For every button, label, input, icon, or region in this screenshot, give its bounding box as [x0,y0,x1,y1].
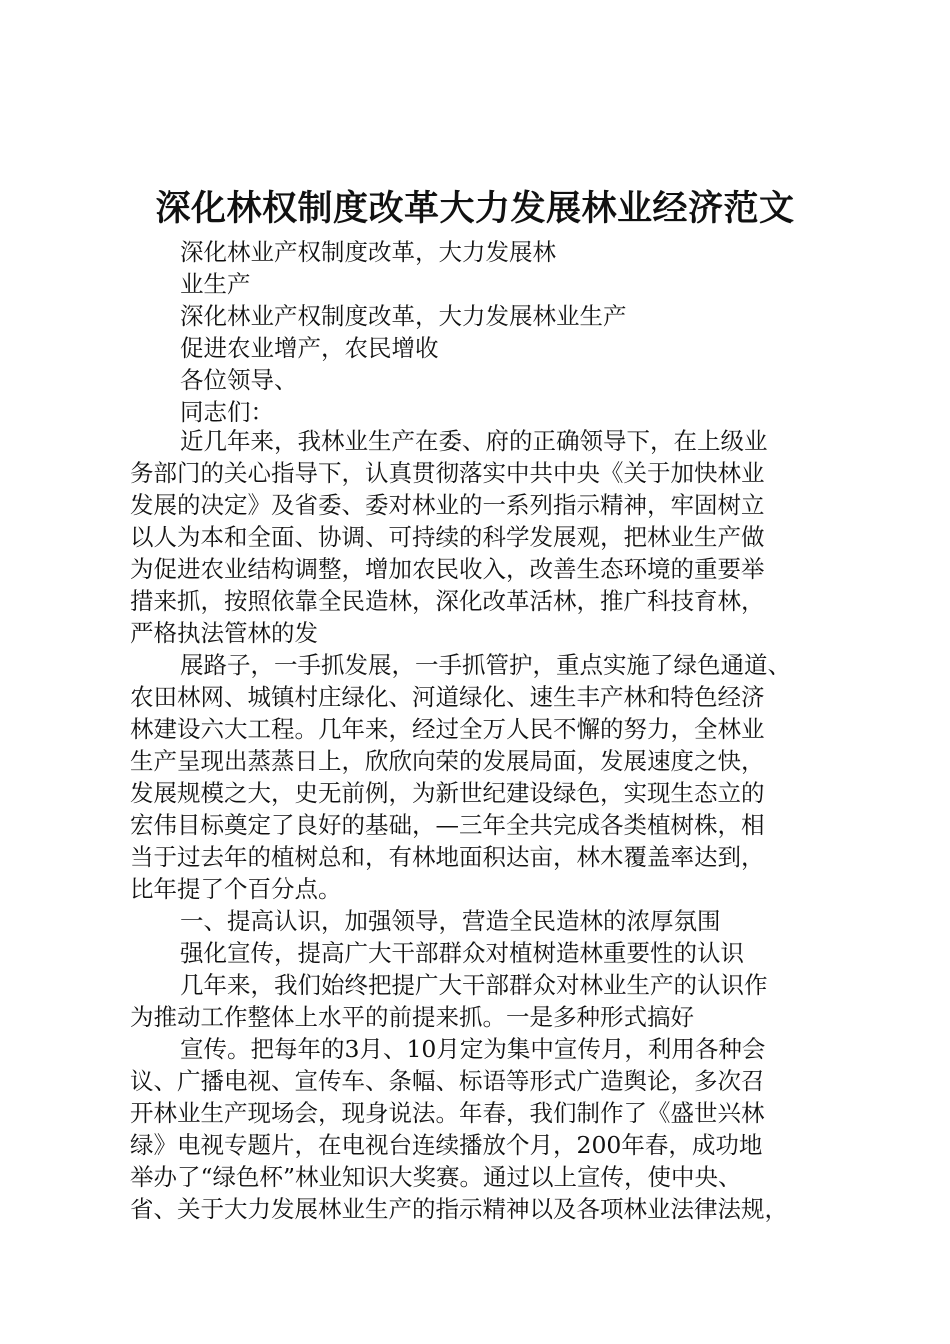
paragraph-line: 业生产 [180,270,251,298]
paragraph-line: 深化林业产权制度改革，大力发展林 [180,238,556,266]
paragraph-line: 展路子，一手抓发展，一手抓管护，重点实施了绿色通道、 [180,651,791,679]
paragraph-line: 以人为本和全面、协调、可持续的科学发展观，把林业生产做 [130,523,765,551]
paragraph-line: 各位领导、 [180,366,298,394]
paragraph-line: 农田林网、城镇村庄绿化、河道绿化、速生丰产林和特色经济 [130,683,765,711]
paragraph-line: 比年提了个百分点。 [130,875,342,903]
document-title: 深化林权制度改革大力发展林业经济范文 [155,188,795,229]
paragraph-line: 近几年来，我林业生产在委、府的正确领导下，在上级业 [180,427,768,455]
paragraph-line: 为促进农业结构调整，增加农民收入，改善生态环境的重要举 [130,555,765,583]
paragraph-line: 促进农业增产，农民增收 [180,334,439,362]
paragraph-line: 发展规模之大，史无前例，为新世纪建设绿色，实现生态立的 [130,779,765,807]
paragraph-line: 议、广播电视、宣传车、条幅、标语等形式广造舆论，多次召 [130,1067,765,1095]
paragraph-line: 林建设六大工程。几年来，经过全万人民不懈的努力，全林业 [130,715,765,743]
paragraph-line: 严格执法管林的发 [130,619,318,647]
paragraph-line: 宏伟目标奠定了良好的基础，—三年全共完成各类植树株，相 [130,811,765,839]
subsection-heading: 强化宣传，提高广大干部群众对植树造林重要性的认识 [180,939,744,967]
paragraph-line: 为推动工作整体上水平的前提来抓。一是多种形式搞好 [130,1003,694,1031]
section-heading: 一、提高认识，加强领导，营造全民造林的浓厚氛围 [180,907,721,935]
paragraph-line: 宣传。把每年的3月、10月定为集中宣传月，利用各种会 [180,1035,766,1063]
paragraph-line: 发展的决定》及省委、委对林业的一系列指示精神，牢固树立 [130,491,765,519]
paragraph-line: 深化林业产权制度改革，大力发展林业生产 [180,302,627,330]
paragraph-line: 当于过去年的植树总和，有林地面积达亩，林木覆盖率达到， [130,843,765,871]
paragraph-line: 省、关于大力发展林业生产的指示精神以及各项林业法律法规， [130,1195,788,1223]
paragraph-line: 务部门的关心指导下，认真贯彻落实中共中央《关于加快林业 [130,459,765,487]
paragraph-line: 绿》电视专题片，在电视台连续播放个月，200年春，成功地 [130,1131,763,1159]
paragraph-line: 开林业生产现场会，现身说法。年春，我们制作了《盛世兴林 [130,1099,765,1127]
paragraph-line: 举办了“绿色杯”林业知识大奖赛。通过以上宣传，使中央、 [130,1163,742,1191]
paragraph-line: 几年来，我们始终把提广大干部群众对林业生产的认识作 [180,971,768,999]
paragraph-line: 生产呈现出蒸蒸日上，欣欣向荣的发展局面，发展速度之快， [130,747,765,775]
paragraph-line: 同志们： [180,398,274,426]
paragraph-line: 措来抓，按照依靠全民造林，深化改革活林，推广科技育林， [130,587,765,615]
